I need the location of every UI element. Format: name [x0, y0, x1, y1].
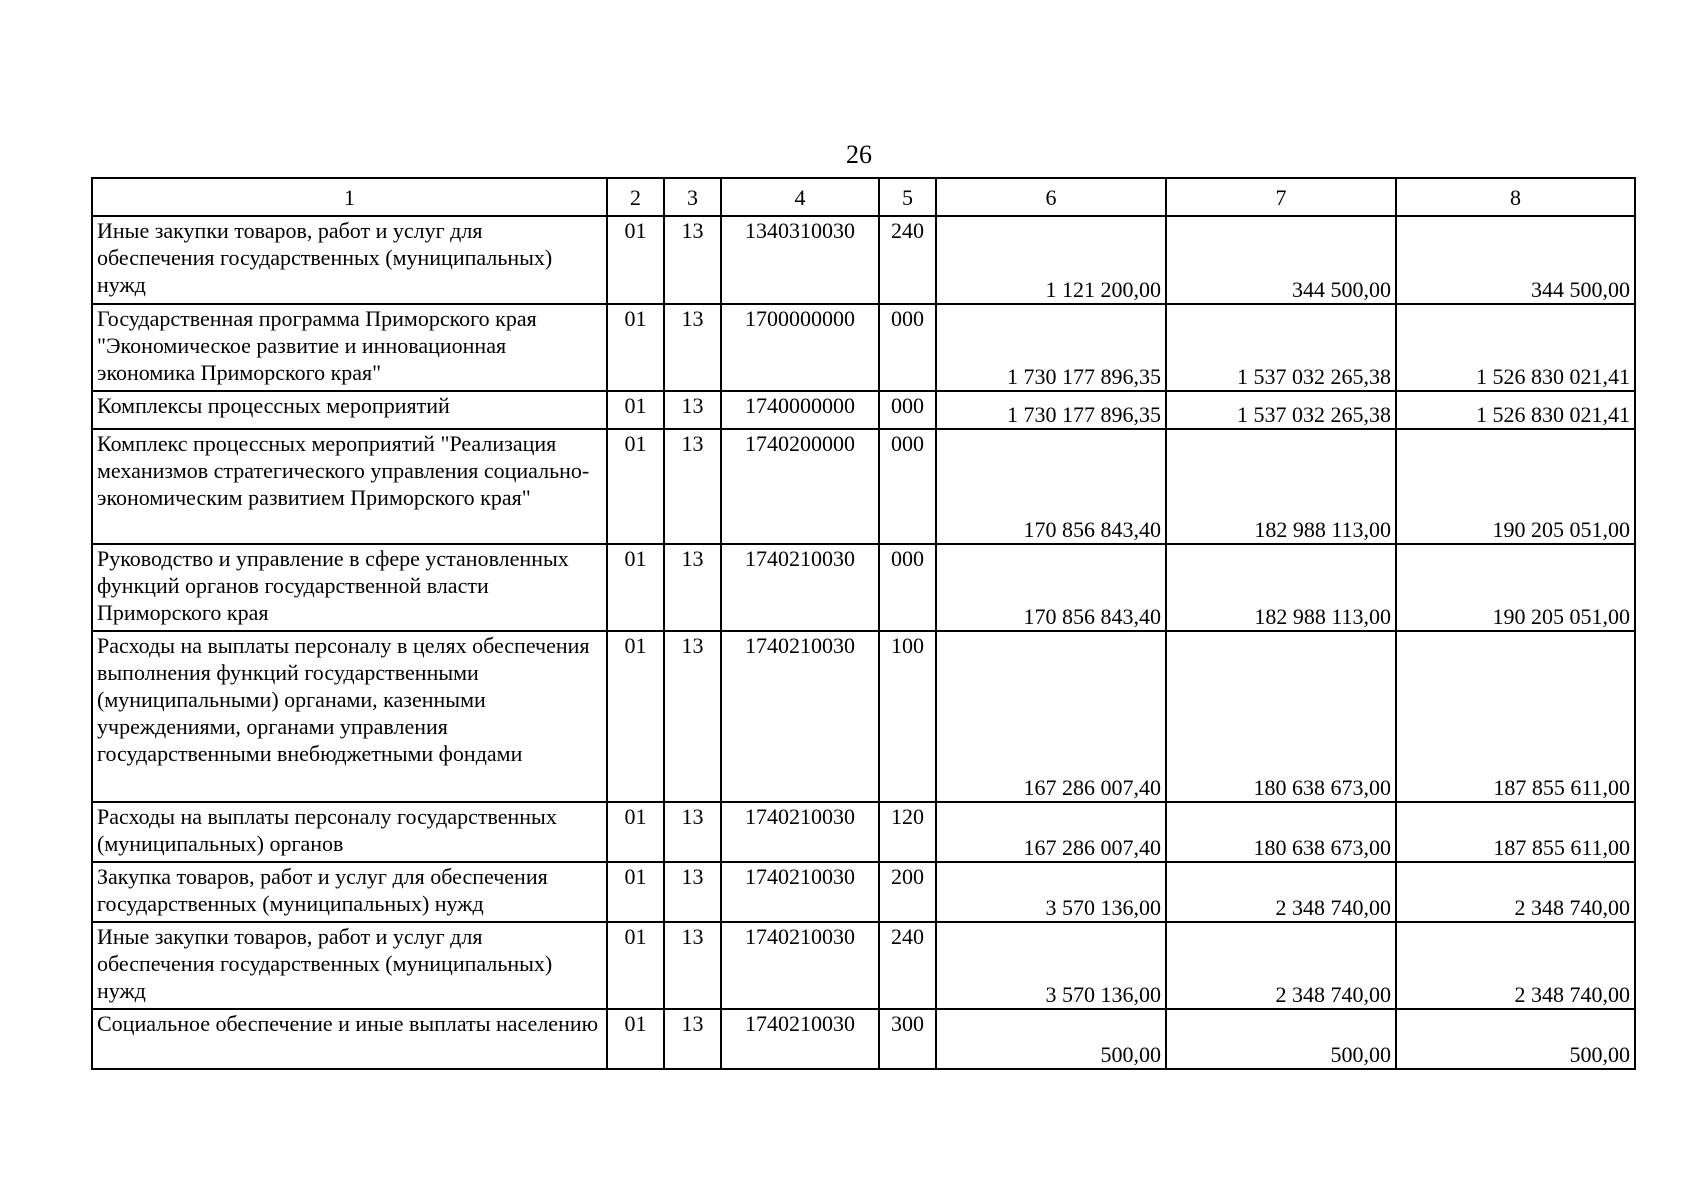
cell-amount-col8: 2 348 740,00: [1396, 922, 1635, 1009]
row-name: Расходы на выплаты персоналу в целях обеспечения выполнения функций государственными (муниципальными) органами, казенными учреждениями, органами управления государственными внебюджетными фондами: [92, 631, 607, 802]
cell-amount-col7: 180 638 673,00: [1166, 631, 1396, 802]
cell-expense-type: 000: [879, 391, 936, 429]
cell-section: 01: [607, 631, 664, 802]
cell-section: 01: [607, 216, 664, 304]
cell-amount-col7: 2 348 740,00: [1166, 862, 1396, 922]
column-header: 1: [92, 178, 607, 216]
cell-expense-type: 200: [879, 862, 936, 922]
cell-amount-col7: 182 988 113,00: [1166, 429, 1396, 544]
cell-amount-col7: 180 638 673,00: [1166, 802, 1396, 862]
cell-subsection: 13: [664, 922, 721, 1009]
table-row: [92, 1009, 1635, 1069]
cell-amount-col7: 2 348 740,00: [1166, 922, 1396, 1009]
cell-amount-col7: 1 537 032 265,38: [1166, 391, 1396, 429]
cell-target-article: 1700000000: [721, 304, 879, 391]
column-header: 3: [664, 178, 721, 216]
cell-expense-type: 100: [879, 631, 936, 802]
cell-amount-col6: 3 570 136,00: [936, 862, 1166, 922]
page-number: 26: [846, 140, 872, 169]
table-row: [92, 216, 1635, 304]
cell-amount-col8: 2 348 740,00: [1396, 862, 1635, 922]
row-name: Комплексы процессных мероприятий: [92, 391, 607, 429]
cell-subsection: 13: [664, 862, 721, 922]
cell-expense-type: 240: [879, 922, 936, 1009]
budget-table: [91, 177, 1636, 1070]
cell-subsection: 13: [664, 802, 721, 862]
cell-subsection: 13: [664, 429, 721, 544]
table-row: [92, 802, 1635, 862]
row-name: Закупка товаров, работ и услуг для обеспечения государственных (муниципальных) нужд: [92, 862, 607, 922]
cell-target-article: 1740210030: [721, 631, 879, 802]
table-row: [92, 544, 1635, 631]
cell-target-article: 1340310030: [721, 216, 879, 304]
row-name: Иные закупки товаров, работ и услуг для обеспечения государственных (муниципальных) нужд: [92, 922, 607, 1009]
row-name: Иные закупки товаров, работ и услуг для обеспечения государственных (муниципальных) нужд: [92, 216, 607, 304]
cell-amount-col6: 1 730 177 896,35: [936, 304, 1166, 391]
column-header: 6: [936, 178, 1166, 216]
cell-target-article: 1740210030: [721, 802, 879, 862]
column-header: 5: [879, 178, 936, 216]
row-name: Расходы на выплаты персоналу государственных (муниципальных) органов: [92, 802, 607, 862]
cell-amount-col7: 344 500,00: [1166, 216, 1396, 304]
cell-section: 01: [607, 862, 664, 922]
cell-amount-col6: 170 856 843,40: [936, 429, 1166, 544]
cell-amount-col8: 187 855 611,00: [1396, 631, 1635, 802]
cell-target-article: 1740210030: [721, 1009, 879, 1069]
cell-amount-col6: 167 286 007,40: [936, 802, 1166, 862]
cell-target-article: 1740200000: [721, 429, 879, 544]
cell-subsection: 13: [664, 544, 721, 631]
table-row: [92, 391, 1635, 429]
cell-amount-col6: 170 856 843,40: [936, 544, 1166, 631]
cell-amount-col6: 1 121 200,00: [936, 216, 1166, 304]
cell-expense-type: 000: [879, 304, 936, 391]
cell-expense-type: 000: [879, 544, 936, 631]
cell-amount-col7: 1 537 032 265,38: [1166, 304, 1396, 391]
cell-target-article: 1740210030: [721, 922, 879, 1009]
cell-amount-col8: 1 526 830 021,41: [1396, 391, 1635, 429]
cell-section: 01: [607, 802, 664, 862]
cell-expense-type: 240: [879, 216, 936, 304]
cell-subsection: 13: [664, 216, 721, 304]
cell-section: 01: [607, 922, 664, 1009]
cell-subsection: 13: [664, 1009, 721, 1069]
row-name: Руководство и управление в сфере установленных функций органов государственной власти Приморского края: [92, 544, 607, 631]
cell-section: 01: [607, 1009, 664, 1069]
table-row: [92, 922, 1635, 1009]
cell-amount-col6: 500,00: [936, 1009, 1166, 1069]
cell-subsection: 13: [664, 304, 721, 391]
cell-amount-col6: 1 730 177 896,35: [936, 391, 1166, 429]
cell-expense-type: 000: [879, 429, 936, 544]
cell-target-article: 1740210030: [721, 862, 879, 922]
row-name: Комплекс процессных мероприятий "Реализация механизмов стратегического управления социально-экономическим развитием Приморского края": [92, 429, 607, 544]
column-header: 7: [1166, 178, 1396, 216]
cell-subsection: 13: [664, 631, 721, 802]
cell-amount-col8: 190 205 051,00: [1396, 429, 1635, 544]
table-row: [92, 429, 1635, 544]
row-name: Социальное обеспечение и иные выплаты населению: [92, 1009, 607, 1069]
cell-expense-type: 120: [879, 802, 936, 862]
column-header: 8: [1396, 178, 1635, 216]
table-header-row: [92, 178, 1635, 216]
cell-amount-col8: 500,00: [1396, 1009, 1635, 1069]
table-row: [92, 631, 1635, 802]
cell-amount-col7: 500,00: [1166, 1009, 1396, 1069]
cell-section: 01: [607, 544, 664, 631]
cell-subsection: 13: [664, 391, 721, 429]
cell-target-article: 1740210030: [721, 544, 879, 631]
row-name: Государственная программа Приморского края "Экономическое развитие и инновационная экономика Приморского края": [92, 304, 607, 391]
cell-amount-col6: 3 570 136,00: [936, 922, 1166, 1009]
cell-section: 01: [607, 304, 664, 391]
column-header: 2: [607, 178, 664, 216]
table-row: [92, 862, 1635, 922]
cell-amount-col8: 187 855 611,00: [1396, 802, 1635, 862]
cell-amount-col8: 190 205 051,00: [1396, 544, 1635, 631]
cell-amount-col6: 167 286 007,40: [936, 631, 1166, 802]
table-row: [92, 304, 1635, 391]
cell-target-article: 1740000000: [721, 391, 879, 429]
cell-amount-col8: 344 500,00: [1396, 216, 1635, 304]
cell-amount-col8: 1 526 830 021,41: [1396, 304, 1635, 391]
cell-section: 01: [607, 391, 664, 429]
cell-section: 01: [607, 429, 664, 544]
cell-amount-col7: 182 988 113,00: [1166, 544, 1396, 631]
cell-expense-type: 300: [879, 1009, 936, 1069]
column-header: 4: [721, 178, 879, 216]
